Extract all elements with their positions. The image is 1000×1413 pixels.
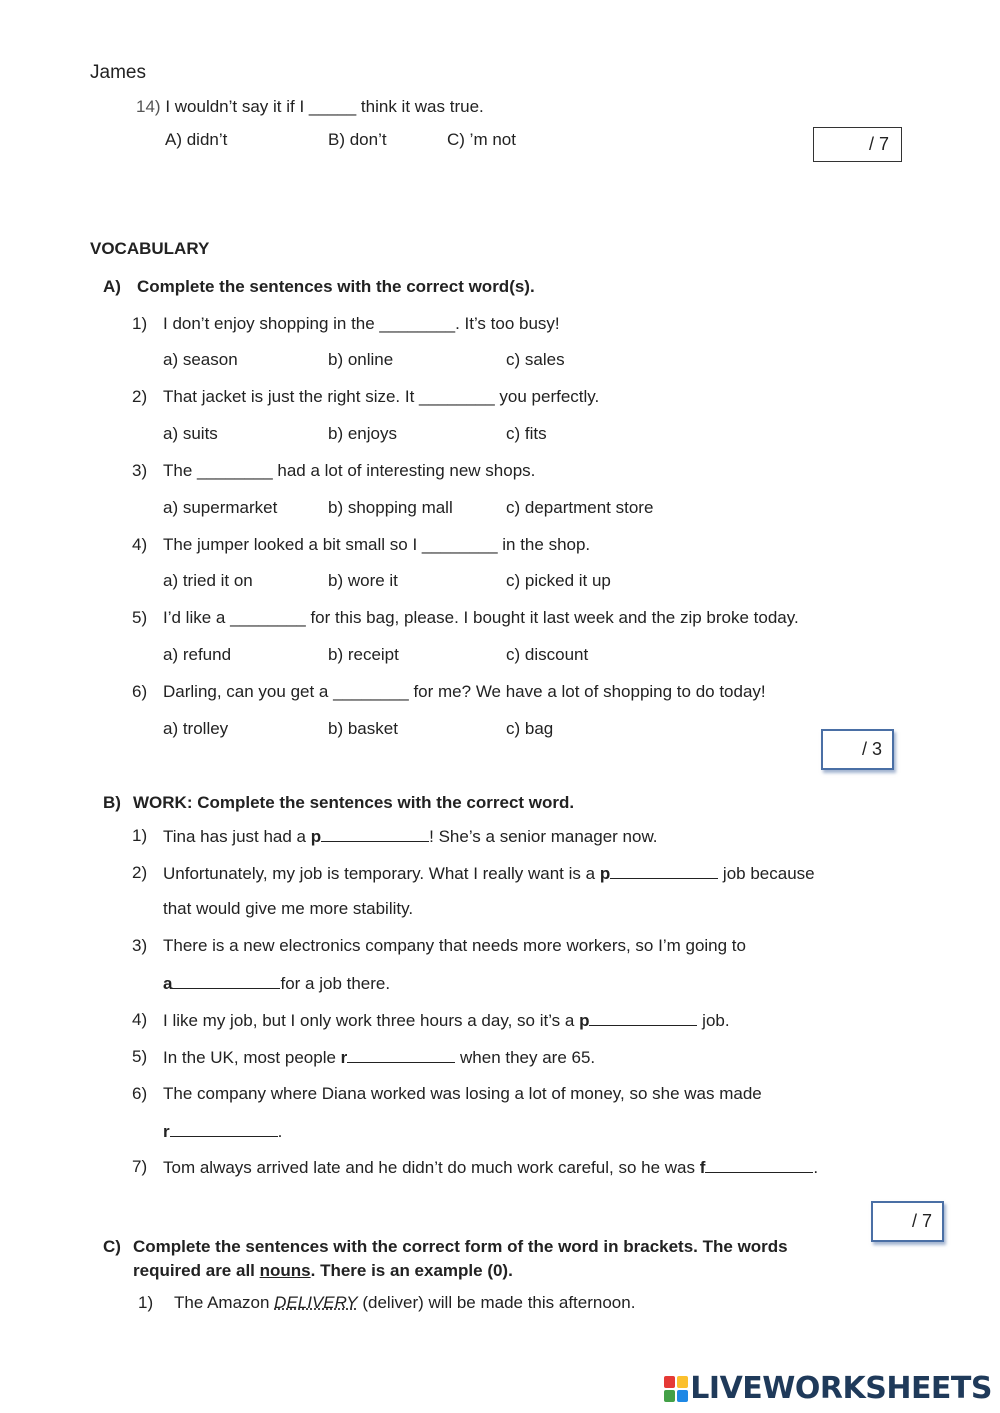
question-text: ! She’s a senior manager now. [429, 827, 658, 846]
option-a: a) trolley [163, 719, 229, 738]
section-a-label: A) [103, 277, 121, 296]
option-c: C) ’m not [447, 130, 516, 149]
answer-blank[interactable] [347, 1047, 455, 1063]
hint-letter: r [340, 1048, 348, 1067]
option-a: a) suits [163, 424, 218, 443]
question-text: The jumper looked a bit small so I ________ in the shop. [163, 535, 591, 554]
student-name: James [90, 62, 146, 83]
option-c: c) discount [506, 645, 589, 664]
option-a: a) tried it on [163, 571, 253, 590]
question-text: That jacket is just the right size. It ________ you perfectly. [163, 387, 600, 406]
question-number: 2) [132, 387, 148, 406]
question-text: In the UK, most people [163, 1048, 341, 1067]
question-text: I don’t enjoy shopping in the ________. It’s too busy! [163, 314, 560, 333]
option-a: a) season [163, 350, 238, 369]
score-box-section-a: / 3 [821, 729, 894, 770]
question-b3-line2 [163, 973, 390, 994]
hint-letter: r [163, 1122, 170, 1141]
answer-blank[interactable] [610, 863, 718, 879]
question-text: (deliver) will be made this afternoon. [357, 1293, 636, 1312]
question-b1 [163, 826, 658, 847]
option-c: c) department store [506, 498, 654, 517]
question-text: . [277, 1122, 283, 1141]
question-text: job because [718, 864, 815, 883]
option-b: b) basket [328, 719, 398, 738]
section-c-title-line2 [133, 1261, 513, 1281]
option-c: c) sales [506, 350, 565, 369]
option-b: b) receipt [328, 645, 399, 664]
question-text: The ________ had a lot of interesting new shops. [163, 461, 536, 480]
option-c: c) picked it up [506, 571, 611, 590]
question-number: 4) [132, 1010, 148, 1029]
answer-blank[interactable] [705, 1157, 813, 1173]
question-text-continued: that would give me more stability. [163, 899, 414, 918]
question-text: I like my job, but I only work three hours a day, so it’s a [163, 1011, 580, 1030]
question-text: There is a new electronics company that needs more workers, so I’m going to [163, 936, 746, 955]
question-text: Tina has just had a [163, 827, 311, 846]
hint-letter: f [699, 1158, 706, 1177]
question-text: . [813, 1158, 819, 1177]
hint-letter: p [310, 827, 322, 846]
hint-letter: a [163, 974, 173, 993]
section-b-title: WORK: Complete the sentences with the correct word. [133, 793, 575, 812]
question-b6-line2 [163, 1121, 282, 1142]
question-b7 [163, 1157, 818, 1178]
option-b: b) enjoys [328, 424, 397, 443]
question-number: 7) [132, 1157, 148, 1176]
option-a: a) supermarket [163, 498, 278, 517]
logo-text: LIVEWORKSHEETS [690, 1371, 992, 1406]
section-b-label: B) [103, 793, 121, 812]
option-b: B) don’t [328, 130, 387, 149]
question-b5 [163, 1047, 595, 1068]
score-box-section-b: / 7 [871, 1201, 944, 1242]
question-text: when they are 65. [455, 1048, 596, 1067]
example-answer: DELIVERY [274, 1293, 358, 1312]
option-c: c) bag [506, 719, 554, 738]
question-number: 6) [132, 682, 148, 701]
hint-letter: p [579, 1011, 590, 1030]
section-heading-vocabulary: VOCABULARY [90, 239, 210, 258]
section-c-title-text: . There is an example (0). [310, 1261, 513, 1280]
question-text: Darling, can you get a ________ for me? We have a lot of shopping to do today! [163, 682, 766, 701]
option-c: c) fits [506, 424, 547, 443]
option-a: a) refund [163, 645, 232, 664]
question-number: 5) [132, 608, 148, 627]
question-b4 [163, 1010, 730, 1031]
question-number: 5) [132, 1047, 148, 1066]
option-b: b) wore it [328, 571, 398, 590]
option-a: A) didn’t [165, 130, 228, 149]
question-number: 1) [138, 1293, 154, 1312]
option-b: b) shopping mall [328, 498, 453, 517]
question-number: 6) [132, 1084, 148, 1103]
logo-mark-icon [664, 1376, 688, 1402]
question-number: 1) [132, 826, 148, 845]
question-text: for a job there. [280, 974, 391, 993]
question-text: I wouldn’t say it if I _____ think it was true. [165, 97, 484, 116]
answer-blank[interactable] [172, 973, 280, 989]
question-number: 2) [132, 863, 148, 882]
question-text: Unfortunately, my job is temporary. What I really want is a [163, 864, 600, 883]
answer-blank[interactable] [321, 826, 429, 842]
question-b2 [163, 863, 815, 884]
question-text: Tom always arrived late and he didn’t do much work careful, so he was [163, 1158, 700, 1177]
section-c-title-line1: Complete the sentences with the correct form of the word in brackets. The words [133, 1237, 788, 1256]
option-b: b) online [328, 350, 394, 369]
question-number: 14) [136, 97, 161, 116]
section-a-title: Complete the sentences with the correct word(s). [137, 277, 535, 296]
liveworksheets-logo[interactable] [664, 1371, 992, 1406]
hint-letter: p [599, 864, 611, 883]
answer-blank[interactable] [170, 1121, 278, 1137]
answer-blank[interactable] [589, 1010, 697, 1026]
section-c-title-text: required are all [133, 1261, 260, 1280]
question-c1 [174, 1293, 635, 1313]
question-text: The Amazon [174, 1293, 275, 1312]
question-number: 1) [132, 314, 148, 333]
question-number: 3) [132, 461, 148, 480]
section-c-label: C) [103, 1237, 121, 1256]
question-text: I’d like a ________ for this bag, please. I bought it last week and the zip broke today. [163, 608, 799, 627]
question-number: 3) [132, 936, 148, 955]
score-box-grammar: / 7 [813, 127, 902, 162]
question-text: The company where Diana worked was losing a lot of money, so she was made [163, 1084, 762, 1103]
question-text: job. [697, 1011, 730, 1030]
section-c-title-underlined: nouns [259, 1261, 311, 1280]
question-14 [136, 97, 484, 117]
question-number: 4) [132, 535, 148, 554]
